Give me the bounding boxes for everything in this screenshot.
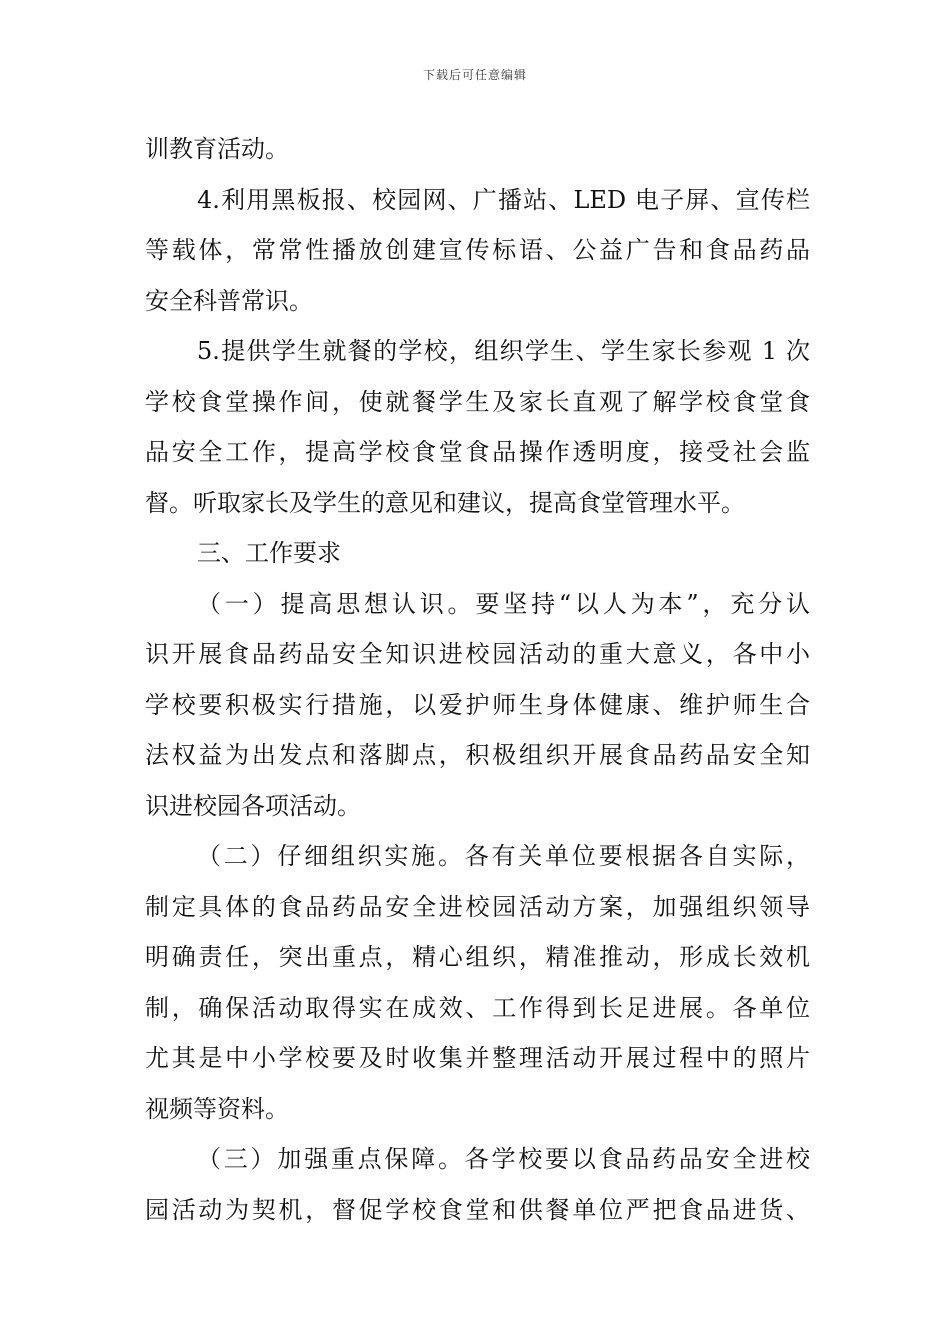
paragraph-line: 督。听取家长及学生的意见和建议，提高食堂管理水平。 [145, 488, 745, 517]
paragraph-line: 学校要积极实行措施，以爱护师生身体健康、维护师生合 [145, 690, 810, 719]
document-body [145, 124, 810, 1235]
paragraph-line: 识开展食品药品安全知识进校园活动的重大意义，各中小 [145, 640, 810, 668]
paragraph-line: （二）仔细组织实施。各有关单位要根据各自实际， [197, 842, 810, 870]
paragraph-line: 学校食堂操作间，使就餐学生及家长直观了解学校食堂食 [145, 387, 810, 416]
paragraph-line: 4.利用黑板报、校园网、广播站、LED 电子屏、宣传栏 [197, 185, 810, 214]
paragraph-line: （三）加强重点保障。各学校要以食品药品安全进校 [197, 1145, 810, 1173]
section-heading: 三、工作要求 [197, 539, 341, 567]
paragraph-line: 训教育活动。 [145, 135, 289, 163]
paragraph-line: 制定具体的食品药品安全进校园活动方案，加强组织领导 [145, 892, 810, 921]
paragraph-line: 法权益为出发点和落脚点，积极组织开展食品药品安全知 [145, 741, 810, 769]
page-header: 下载后可任意编辑 [422, 68, 527, 82]
paragraph-line: （一）提高思想认识。要坚持“以人为本”，充分认 [197, 589, 810, 618]
paragraph-line: 品安全工作，提高学校食堂食品操作透明度，接受社会监 [145, 438, 810, 466]
paragraph-line: 尤其是中小学校要及时收集并整理活动开展过程中的照片 [145, 1044, 810, 1072]
paragraph-line: 明确责任，突出重点，精心组织，精准推动，形成长效机 [145, 943, 810, 971]
paragraph-line: 制，确保活动取得实在成效、工作得到长足进展。各单位 [145, 993, 810, 1022]
paragraph-line: 等载体，常常性播放创建宣传标语、公益广告和食品药品 [145, 236, 810, 264]
paragraph-line: 视频等资料。 [145, 1094, 289, 1123]
paragraph-line: 园活动为契机，督促学校食堂和供餐单位严把食品进货、 [145, 1195, 810, 1224]
paragraph-line: 识进校园各项活动。 [145, 791, 361, 820]
paragraph-line: 5.提供学生就餐的学校，组织学生、学生家长参观 1 次 [197, 337, 810, 365]
paragraph-line: 安全科普常识。 [145, 286, 313, 315]
